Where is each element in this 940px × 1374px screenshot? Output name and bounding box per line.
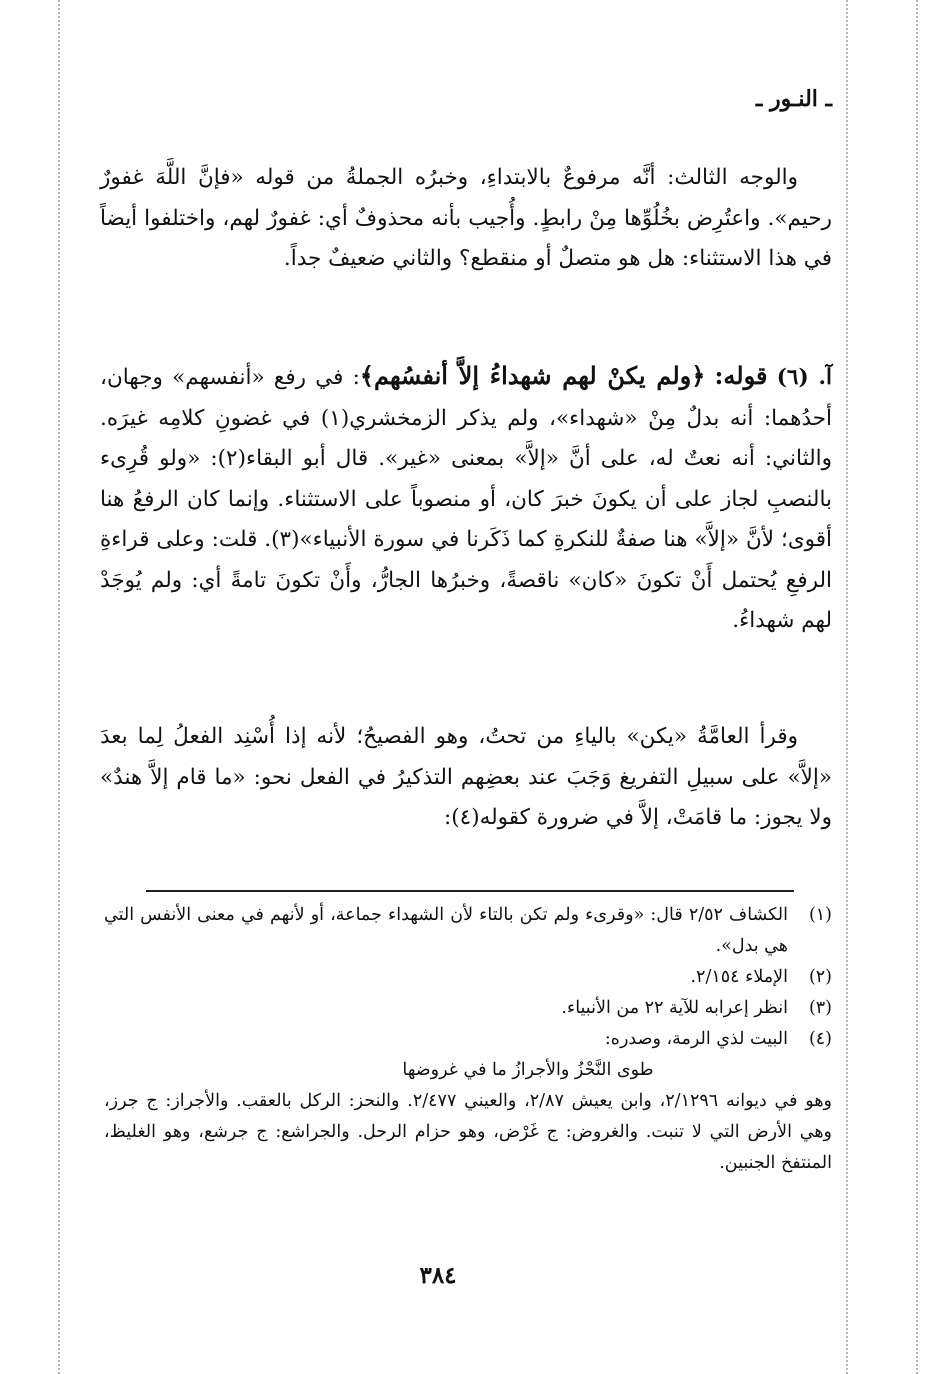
verse-quote: ﴿ولم يكنْ لهم شهداءُ إلاَّ أنفسُهم﴾: [359, 361, 706, 390]
scan-dotted-line-right: [846, 0, 848, 1374]
footnote: [104, 993, 832, 1024]
footnote-verse: طوى النَّحْزُ والأجرازُ ما في غروضها: [402, 1060, 654, 1080]
footnote-text: الإملاء ٢/١٥٤.: [690, 967, 788, 987]
footnote-text: انظر إعرابه للآية ٢٢ من الأنبياء.: [561, 998, 788, 1018]
footnote-number: (٢): [808, 967, 832, 987]
footnote: [104, 900, 832, 962]
running-header: ـ النـور ـ: [755, 86, 832, 112]
footnote: [104, 962, 832, 993]
scan-dotted-line-left: [58, 0, 60, 1374]
footnote-number: (٤): [808, 1029, 832, 1049]
verse-lead: قوله:: [714, 361, 768, 390]
body-paragraph-3: [100, 717, 832, 839]
footnote: [104, 1024, 832, 1055]
page-number: ٣٨٤: [419, 1262, 457, 1289]
footnote-separator: [146, 890, 794, 892]
footnote-number: (٣): [808, 998, 832, 1018]
footnote-text: البيت لذي الرمة، وصدره:: [604, 1029, 788, 1049]
footnote-number: (١): [808, 905, 832, 925]
verse-commentary-text: : في رفع «أنفسهم» وجهان، أحدُهما: أنه بدلٌ مِنْ «شهداء»، ولم يذكر الزمخشري(١) في غضونِ كلامِه غيرَه. والثاني: أنه نعتٌ له، على أنَّ «إلاَّ» بمعنى «غير». قال أبو البقاء(٢): «ولو قُرِىء بالنصبِ لجاز على أن يكونَ خبرَ كان، أو منصوباً على الاستثناء. وإنما كان الرفعُ هنا أقوى؛ لأنَّ «إلاَّ» هنا صفةٌ للنكرةِ كما ذَكَرنا في سورة الأنبياء»(٣). قلت: وعلى قراءةِ الرفعِ يُحتمل أَنْ تكونَ «كان» ناقصةً، وخبرُها الجارُّ، وأَنْ تكونَ تامةً أي: ولم يُوجَدْ لهم شهداءُ.: [100, 365, 832, 633]
paragraph-text: وقرأ العامَّةُ «يكن» بالياءِ من تحتُ، وهو الفصيحُ؛ لأنه إذا أُسْنِد الفعلُ لِما بعدَ «إلاَّ» على سبيلِ التفريغ وَجَبَ عند بعضِهم التذكيرُ في الفعل نحو: «ما قام إلاَّ هندٌ» ولا يجوز: ما قامَتْ، إلاَّ في ضرورة كقوله(٤):: [100, 724, 832, 830]
footnotes: [104, 900, 832, 1179]
verse-commentary: [100, 356, 832, 642]
footnote-continuation: وهو في ديوانه ٢/١٢٩٦، وابن يعيش ٢/٨٧، والعيني ٢/٤٧٧. والنحز: الركل بالعقب. والأجراز: ج جرز، وهي الأرض التي لا تنبت. والغروض: ج غَرْض، وهو حزام الرحل. والجراشع: ج جرشع، وهو الغليظ، المنتفخ الجنبين.: [104, 1091, 832, 1173]
paragraph-text: والوجه الثالث: أنَّه مرفوعٌ بالابتداءِ، وخبرُه الجملةُ من قوله «فإنَّ اللَّهَ غفورٌ رحيم». واعتُرِض بخُلُوِّها مِنْ رابطٍ. وأُجيب بأنه محذوفٌ أي: غفورٌ لهم، واختلفوا أيضاً في هذا الاستثناء: هل هو متصلٌ أو منقطع؟ والثاني ضعيفٌ جداً.: [100, 165, 832, 271]
body-paragraph-1: [100, 158, 832, 280]
verse-number: آ. (٦): [776, 365, 832, 390]
body-paragraph-2: [100, 356, 832, 642]
scan-dotted-line-edge: [916, 0, 918, 1374]
footnote-text: الكشاف ٢/٥٢ قال: «وقرىء ولم تكن بالتاء لأن الشهداء جماعة، أو لأنهم في معنى الأنفس التي هي بدل».: [104, 905, 788, 956]
